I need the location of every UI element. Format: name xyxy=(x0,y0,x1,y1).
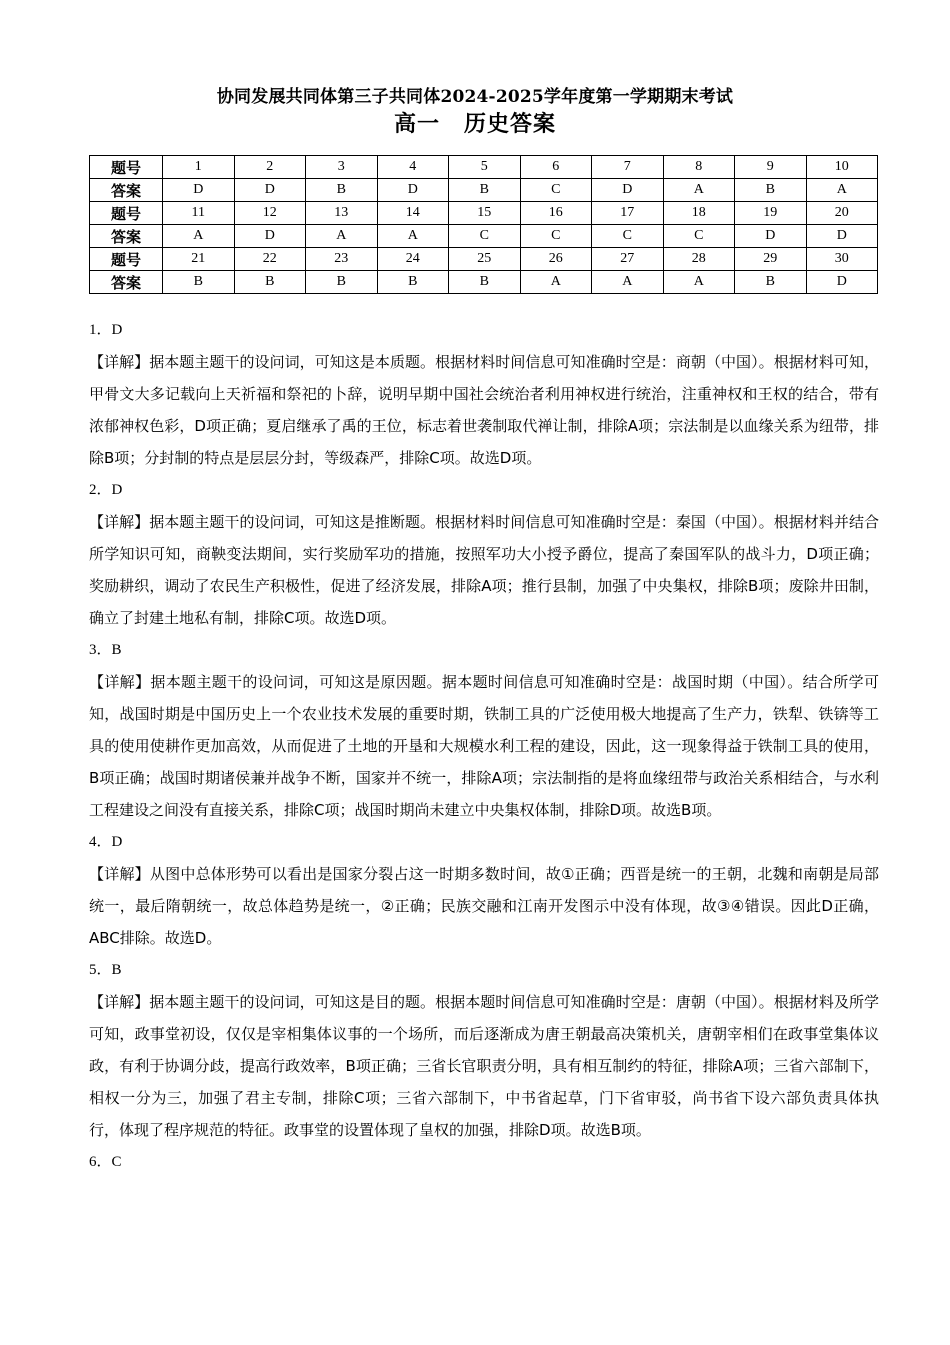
answer-table-number-row xyxy=(90,202,878,225)
question-explanation xyxy=(89,666,879,826)
table-cell-answer: B xyxy=(449,179,521,202)
explanation-line: 注重神权和王权的结合，带有浓郁神权色彩，D项正确；夏启继承了禹的王位，标志着世袭制取代禅让制 xyxy=(89,385,879,435)
table-cell-answer: C xyxy=(449,225,521,248)
table-cell-number: 7 xyxy=(592,156,664,179)
table-cell-answer: A xyxy=(663,271,735,294)
table-cell-number: 17 xyxy=(592,202,664,225)
answer-table-answer-row xyxy=(90,225,878,248)
table-cell-number: 11 xyxy=(163,202,235,225)
table-cell-answer: B xyxy=(377,271,449,294)
answer-table-number-row xyxy=(90,156,878,179)
table-cell-number: 12 xyxy=(234,202,306,225)
table-cell-answer: B xyxy=(735,271,807,294)
table-cell-number: 14 xyxy=(377,202,449,225)
table-cell-answer: C xyxy=(592,225,664,248)
explanation-line: ，加强了中央集权，排除B项；废除井田制，确立了封建土地私有制，排除C项。故选D项。 xyxy=(89,577,880,627)
question-explanation xyxy=(89,986,879,1146)
table-cell-answer: D xyxy=(592,179,664,202)
table-cell-number: 3 xyxy=(306,156,378,179)
explanations xyxy=(89,314,879,1178)
table-cell-answer: D xyxy=(163,179,235,202)
table-cell-answer: D xyxy=(806,225,878,248)
table-cell-number: 4 xyxy=(377,156,449,179)
question-number: 2．D xyxy=(89,482,123,498)
table-cell-answer: D xyxy=(806,271,878,294)
table-cell-answer: D xyxy=(234,179,306,202)
question-number: 4．D xyxy=(89,834,123,850)
table-cell-number: 24 xyxy=(377,248,449,271)
table-cell-number: 10 xyxy=(806,156,878,179)
question-number: 6．C xyxy=(89,1154,122,1170)
table-cell-answer: D xyxy=(377,179,449,202)
table-cell-number: 23 xyxy=(306,248,378,271)
explanation-line: 项；宗法制指的是将血缘纽带与政治关系相结合，与水利工程建设之间没有直接关系，排除C项；战国时 xyxy=(89,769,879,819)
subject-title xyxy=(0,107,950,138)
table-cell-answer: A xyxy=(663,179,735,202)
explanation-line: 现了皇权的加强，排除D项。故选B项。 xyxy=(389,1121,651,1139)
explanation-line: 【详解】据本题主题干的设问词，可知这是原因题。据本题时间信息可知准确时空是：战国时期（中国） xyxy=(89,673,788,691)
table-cell-answer: B xyxy=(449,271,521,294)
explanation-line: 。故选D项。 xyxy=(454,449,542,467)
row-header-number: 题号 xyxy=(90,202,163,225)
explanation-line: 了生产力，铁犁、铁锛等工具的使用使耕作更加高效，从而促进了土地的开垦和大规模水利工程的建设， xyxy=(89,705,879,755)
table-cell-answer: C xyxy=(520,179,592,202)
table-cell-number: 15 xyxy=(449,202,521,225)
table-cell-number: 27 xyxy=(592,248,664,271)
table-cell-number: 21 xyxy=(163,248,235,271)
table-cell-number: 30 xyxy=(806,248,878,271)
table-cell-answer: B xyxy=(735,179,807,202)
table-cell-number: 26 xyxy=(520,248,592,271)
table-cell-answer: B xyxy=(306,271,378,294)
question-number: 5．B xyxy=(89,962,122,978)
explanation-line: 下，中书省起草，门下省审驳，尚书省下设六部负责具体执行，体现了程序规范的特征。政事堂的设置体 xyxy=(89,1089,879,1139)
table-cell-answer: C xyxy=(520,225,592,248)
explanation-line: 根据材料及所学可知，政事堂初设，仅仅是宰相集体议事的一个场所，而后逐渐成为唐王朝最高决策机关 xyxy=(89,993,879,1043)
table-cell-number: 16 xyxy=(520,202,592,225)
explanation-line: 根据材料并结合所学知识可知，商鞅变法期间，实行奖励军功的措施，按照军功大小授予爵位，提高了秦 xyxy=(89,513,879,563)
table-cell-answer: A xyxy=(592,271,664,294)
question-number: 1．D xyxy=(89,322,123,338)
row-header-answer: 答案 xyxy=(90,225,163,248)
table-cell-answer: D xyxy=(234,225,306,248)
grade-label: 高一 xyxy=(393,111,440,137)
explanation-line: 【详解】据本题主题干的设问词，可知这是本质题。根据材料时间信息可知准确时空是：商朝（中国）。 xyxy=(89,353,774,371)
table-cell-answer: A xyxy=(306,225,378,248)
explanation-line: 。结合所学可知，战国时期是中国历史上一个农业技术发展的重要时期，铁制工具的广泛使用极大地提高 xyxy=(89,673,879,723)
question-number: 3．B xyxy=(89,642,122,658)
table-cell-number: 13 xyxy=(306,202,378,225)
explanation-line: 【详解】据本题主题干的设问词，可知这是目的题。根据本题时间信息可知准确时空是：唐朝（中国）。 xyxy=(89,993,774,1011)
answer-table xyxy=(89,155,878,294)
table-cell-number: 18 xyxy=(663,202,735,225)
explanation-line: 图示中没有体现，故③④错误。因此D正确，ABC排除。故选D。 xyxy=(89,897,880,947)
table-cell-answer: A xyxy=(377,225,449,248)
table-cell-answer: A xyxy=(163,225,235,248)
table-cell-number: 9 xyxy=(735,156,807,179)
table-cell-number: 29 xyxy=(735,248,807,271)
explanation-line: ，排除A项；宗法制是以血缘关系为纽带，排除B项；分封制的特点是层层分封，等级森严，排除C项 xyxy=(89,417,880,467)
table-cell-number: 5 xyxy=(449,156,521,179)
table-cell-number: 1 xyxy=(163,156,235,179)
table-cell-number: 22 xyxy=(234,248,306,271)
explanation-line: 期尚未建立中央集权体制，排除D项。故选B项。 xyxy=(399,801,722,819)
exam-title: 协同发展共同体第三子共同体2024-2025学年度第一学期期末考试 xyxy=(216,87,734,107)
explanation-line: 因此，这一现象得益于铁制工具的使用，B项正确；战国时期诸侯兼并战争不断，国家并不统一，排除A xyxy=(89,737,879,787)
table-cell-answer: B xyxy=(163,271,235,294)
table-cell-number: 6 xyxy=(520,156,592,179)
explanation-line: 相互制约的特征，排除A项；三省六部制下，相权一分为三，加强了君主专制，排除C项；三省六部制 xyxy=(89,1057,880,1107)
table-cell-number: 20 xyxy=(806,202,878,225)
answer-table-number-row xyxy=(90,248,878,271)
answer-table-answer-row xyxy=(90,271,878,294)
table-cell-number: 2 xyxy=(234,156,306,179)
table-cell-answer: D xyxy=(735,225,807,248)
row-header-answer: 答案 xyxy=(90,179,163,202)
explanation-line: 国军队的战斗力，D项正确；奖励耕织，调动了农民生产积极性，促进了经济发展，排除A项；推行县制 xyxy=(89,545,879,595)
question-explanation xyxy=(89,858,879,954)
explanation-line: 一的王朝，北魏和南朝是局部统一，最后隋朝统一，故总体趋势是统一，②正确；民族交融和江南开发 xyxy=(89,865,879,915)
table-cell-answer: A xyxy=(520,271,592,294)
row-header-answer: 答案 xyxy=(90,271,163,294)
table-cell-answer: A xyxy=(806,179,878,202)
table-cell-number: 25 xyxy=(449,248,521,271)
row-header-number: 题号 xyxy=(90,248,163,271)
table-cell-answer: B xyxy=(234,271,306,294)
question-explanation xyxy=(89,346,879,474)
answer-table-answer-row xyxy=(90,179,878,202)
table-cell-answer: C xyxy=(663,225,735,248)
explanation-line: 【详解】据本题主题干的设问词，可知这是推断题。根据材料时间信息可知准确时空是：秦国（中国）。 xyxy=(89,513,774,531)
table-cell-number: 19 xyxy=(735,202,807,225)
explanation-line: ，唐朝宰相们在政事堂集体议政，有利于协调分歧，提高行政效率，B项正确；三省长官职责分明，具有 xyxy=(89,1025,879,1075)
question-explanation xyxy=(89,506,879,634)
subject-label: 历史答案 xyxy=(464,111,557,137)
row-header-number: 题号 xyxy=(90,156,163,179)
table-cell-number: 8 xyxy=(663,156,735,179)
explanation-line: 根据材料可知，甲骨文大多记载向上天祈福和祭祀的卜辞，说明早期中国社会统治者利用神权进行统治， xyxy=(89,353,879,403)
table-cell-number: 28 xyxy=(663,248,735,271)
explanation-line: 【详解】从图中总体形势可以看出是国家分裂占这一时期多数时间，故①正确；西晋是统 xyxy=(89,865,682,883)
table-cell-answer: B xyxy=(306,179,378,202)
